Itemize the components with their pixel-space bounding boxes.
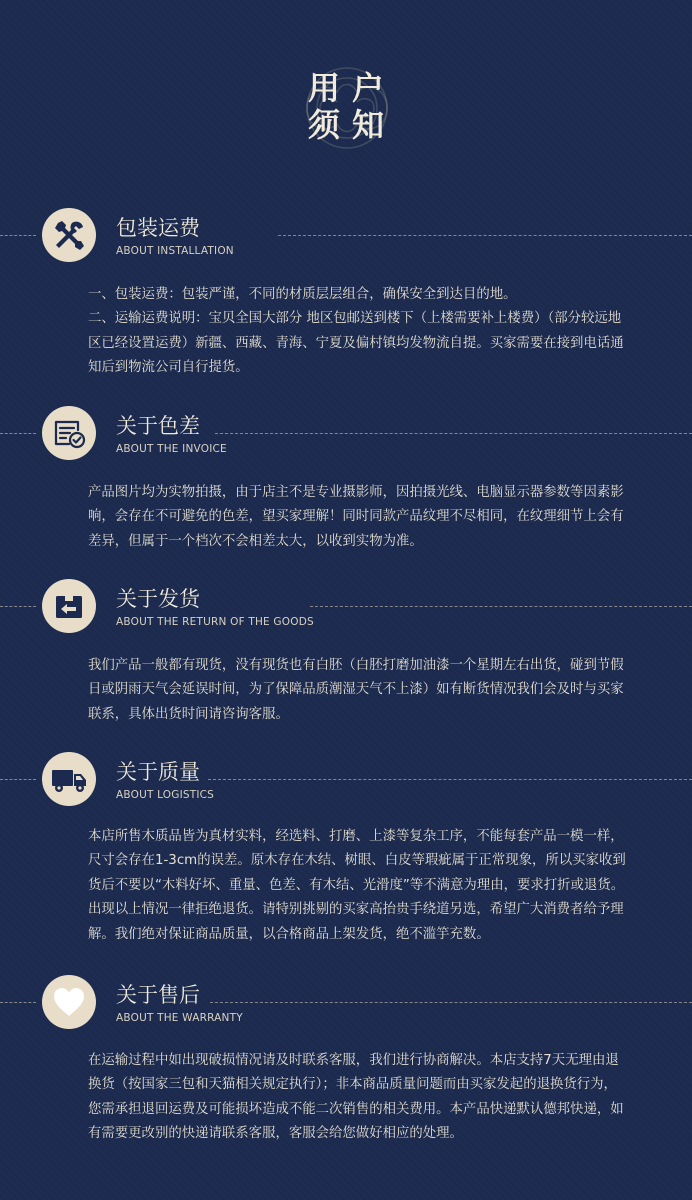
section-icon-circle [42,752,96,806]
truck-icon [50,762,88,796]
paragraph: 本店所售木质品皆为真材实料，经选料、打磨、上漆等复杂工序，不能每套产品一模一样，尺寸会存在1-3cm的误差。原木存在木结、树眼、白皮等瑕疵属于正常现象，所以买家收到货后不要以“木料好坏、重量、色差、有木结、光滑度”等不满意为理由，要求打折或退货。出现以上情况一律拒绝退货。请特别挑剔的买家高抬贵手绕道另选，希望广大消费者给予理解。我们绝对保证商品质量，以合格商品上架发货，绝不滥竽充数。 [88,829,626,942]
divider-left [0,779,36,780]
section-body [88,481,628,554]
divider-right [310,606,692,607]
section-title: 包装运费 [116,216,200,240]
section-body [88,1049,628,1147]
section-subtitle: ABOUT INSTALLATION [116,245,234,257]
section-icon-circle [42,208,96,262]
divider-right [278,235,692,236]
divider-left [0,235,36,236]
section-title: 关于发货 [116,587,200,611]
section-title: 关于售后 [116,983,200,1007]
title-line-1: 用户 [307,69,396,107]
paragraph: 在运输过程中如出现破损情况请及时联系客服，我们进行协商解决。本店支持7天无理由退换货（按国家三包和天猫相关规定执行）；非本商品质量问题而由买家发起的退换货行为，您需承担退回运费及可能损坏造成不能二次销售的相关费用。本产品快递默认德邦快递，如有需要更改别的快递请联系客服，客服会给您做好相应的处理。 [88,1053,624,1142]
title-line-2: 须知 [307,106,396,144]
divider-left [0,606,36,607]
invoice-icon [52,416,86,450]
section-icon-circle [42,579,96,633]
section-subtitle: ABOUT THE WARRANTY [116,1012,243,1024]
section-icon-circle [42,975,96,1029]
return-box-icon [52,589,86,623]
divider-left [0,1002,36,1003]
page-title [0,60,692,160]
divider-right [210,1002,692,1003]
divider-left [0,433,36,434]
section-title: 关于质量 [116,760,200,784]
paragraph: 一、包装运费：包装严谨，不同的材质层层组合，确保安全到达目的地。 [88,287,517,302]
section-icon-circle [42,406,96,460]
section-body [88,654,628,727]
paragraph: 二、运输运费说明：宝贝全国大部分 地区包邮送到楼下（上楼需要补上楼费）（部分较远地区已经设置运费）新疆、西藏、青海、宁夏及偏村镇均发物流自提。买家需要在接到电话通知后到物流公司自行提货。 [88,311,624,376]
section-body [88,825,628,947]
section-subtitle: ABOUT THE RETURN OF THE GOODS [116,616,314,628]
heart-icon [51,985,87,1019]
divider-right [215,433,692,434]
section-title: 关于色差 [116,414,200,438]
section-subtitle: ABOUT LOGISTICS [116,789,215,801]
paragraph: 产品图片均为实物拍摄，由于店主不是专业摄影师，因拍摄光线、电脑显示器参数等因素影响，会存在不可避免的色差，望买家理解！同时同款产品纹理不尽相同，在纹理细节上会有差异，但属于一个档次不会相差太大，以收到实物为准。 [88,485,624,549]
section-subtitle: ABOUT THE INVOICE [116,443,227,455]
paragraph: 我们产品一般都有现货，没有现货也有白胚（白胚打磨加油漆一个星期左右出货，碰到节假日或阴雨天气会延误时间，为了保障品质潮湿天气不上漆）如有断货情况我们会及时与买家联系，具体出货时间请咨询客服。 [88,658,624,722]
divider-right [208,779,692,780]
tools-icon [52,218,86,252]
section-body [88,283,628,381]
